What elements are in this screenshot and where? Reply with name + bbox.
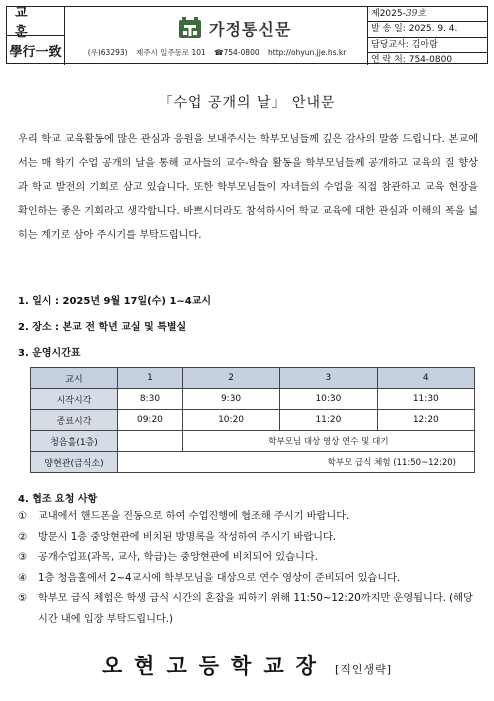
schedule-table — [30, 367, 475, 473]
list-item: ① 교내에서 핸드폰을 진동으로 하여 수업진행에 협조해 주시기 바랍니다. — [18, 511, 350, 522]
cafeteria-row — [31, 452, 475, 473]
send-date: 발 송 일: 2025. 9. 4. — [368, 22, 487, 37]
teacher-in-charge: 담당교사: 김아람 — [368, 38, 487, 53]
seal-omitted-note: [직인생략] — [335, 663, 393, 676]
letterhead-center — [65, 7, 369, 65]
item-date: 1. 일시 : 2025년 9월 17일(수) 1~4교시 — [18, 296, 212, 307]
letterhead — [6, 6, 488, 64]
schedule-header-row — [31, 368, 475, 389]
hall-row — [31, 431, 475, 452]
end-time-2: 10:20 — [182, 410, 279, 431]
street-address: 제주시 일주동로 101 — [135, 48, 206, 57]
school-address — [65, 47, 369, 58]
end-time-4: 12:20 — [377, 410, 474, 431]
postal-code: (우)63293) — [87, 48, 128, 57]
header-period-2: 2 — [182, 368, 279, 389]
school-emblem-icon — [177, 15, 203, 41]
item-schedule-heading: 3. 운영시간표 — [18, 348, 81, 359]
intro-paragraph: 우리 학교 교육활동에 많은 관심과 응원을 보내주시는 학부모님들께 깊은 감사의 말씀 드립니다. 본교에서는 매 학기 수업 공개의 날을 통해 교사들의 교수-학습 활동을 학부모님들께 공개하고 교육의 질 향상과 학교 발전의 기회로 삼고 있습니다. 또한 학부모님들이 자녀들의 수업을 직접 참관하고 교육 현장을 확인하는 좋은 기회라고 생각합니다. 바쁘시더라도 참석하시어 학교 교육에 대한 관심과 이해의 폭을 넓히는 계기로 삼아 주시기를 부탁드립니다. — [18, 134, 478, 241]
start-time-row — [31, 389, 475, 410]
start-time-4: 11:30 — [377, 389, 474, 410]
newspaper-name: 가정통신문 — [209, 19, 292, 39]
start-time-3: 10:30 — [280, 389, 377, 410]
start-time-1: 8:30 — [118, 389, 183, 410]
cafeteria-label: 양현관(급식소) — [31, 452, 118, 473]
end-time-3: 11:20 — [280, 410, 377, 431]
list-item: ⑤ 학부모 급식 체험은 학생 급식 시간의 혼잡을 피하기 위해 11:50~12:20까지만 운영됩니다. (해당 시간 내에 입장 부탁드립니다.) — [18, 593, 473, 625]
newspaper-logo — [177, 15, 291, 41]
start-time-label: 시작시각 — [31, 389, 118, 410]
end-time-row — [31, 410, 475, 431]
list-item: ② 방문시 1층 중앙현관에 비치된 방명록을 작성하여 주시기 바랍니다. — [18, 531, 337, 543]
principal-signature: 오현고등학교장 — [101, 653, 328, 678]
header-period-3: 3 — [280, 368, 377, 389]
contact-number: 연 락 처: 754-0800 — [371, 54, 453, 65]
phone-number: ☎754-0800 — [214, 48, 260, 57]
document-title: 「수업 공개의 날」 안내문 — [158, 95, 336, 111]
document-meta — [367, 7, 487, 65]
list-item: ③ 공개수업표(과목, 교사, 학급)는 중앙현관에 비치되어 있습니다. — [18, 552, 318, 563]
header-period-1: 1 — [118, 368, 183, 389]
end-time-label: 종료시각 — [31, 410, 118, 431]
item-location: 2. 장소 : 본교 전 학년 교실 및 특별실 — [18, 322, 187, 333]
school-motto-box — [7, 7, 65, 65]
list-item: ④ 1층 청음홀에서 2~4교시에 학부모님을 대상으로 연수 영상이 준비되어 있습니다. — [18, 572, 401, 584]
header-period-4: 4 — [377, 368, 474, 389]
hall-note: 학부모님 대상 영상 연수 및 대기 — [182, 431, 474, 452]
doc-number: 제2025-39호 — [368, 7, 487, 22]
cooperation-list — [18, 507, 480, 630]
signature-block — [0, 650, 494, 680]
school-website: http://ohyun.jje.hs.kr — [268, 48, 347, 57]
start-time-2: 9:30 — [182, 389, 279, 410]
motto-text: 學行一致 — [9, 44, 62, 60]
cooperation-heading: 4. 협조 요청 사항 — [18, 494, 98, 505]
hall-label: 청음홀(1층) — [31, 431, 118, 452]
header-period: 교시 — [31, 368, 118, 389]
motto-label: 교 훈 — [7, 7, 64, 36]
end-time-1: 09:20 — [118, 410, 183, 431]
hall-empty-cell — [118, 431, 183, 452]
cafeteria-note: 학부모 급식 체험 (11:50~12:20) — [118, 452, 475, 473]
